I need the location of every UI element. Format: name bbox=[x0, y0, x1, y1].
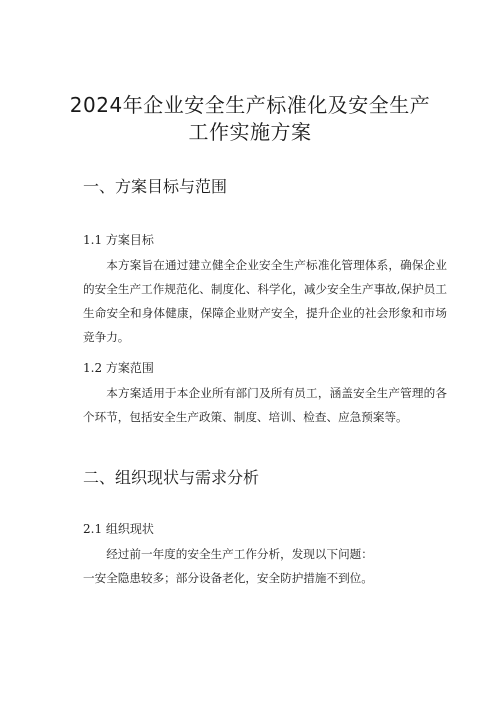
paragraph-1-2: 本方案适用于本企业所有部门及所有员工，涵盖安全生产管理的各个环节，包括安全生产政策、制度、培训、检查、应急预案等。 bbox=[83, 386, 447, 424]
document-title bbox=[0, 92, 500, 146]
subsection-heading-2-1: 2.1 组织现状 bbox=[83, 522, 154, 536]
section-heading-1: 一、方案目标与范围 bbox=[83, 177, 228, 196]
paragraph-1-1: 本方案旨在通过建立健全企业安全生产标准化管理体系，确保企业的安全生产工作规范化、制度化、科学化，减少安全生产事故,保护员工生命安全和身体健康，保障企业财产安全，提升企业的社会形象和市场竞争力。 bbox=[83, 258, 447, 344]
subsection-heading-1-2: 1.2 方案范围 bbox=[83, 361, 154, 375]
section-heading-2: 二、组织现状与需求分析 bbox=[83, 468, 260, 487]
document-title-line-1: 2024年企业安全生产标准化及安全生产 bbox=[69, 93, 431, 117]
subsection-heading-1-1: 1.1 方案目标 bbox=[83, 233, 154, 247]
document-title-line-2: 工作实施方案 bbox=[188, 120, 312, 144]
list-item-2-1-1: 一安全隐患较多；部分设备老化，安全防护措施不到位。 bbox=[83, 571, 373, 585]
paragraph-2-1: 经过前一年度的安全生产工作分析，发现以下问题： bbox=[106, 547, 373, 561]
